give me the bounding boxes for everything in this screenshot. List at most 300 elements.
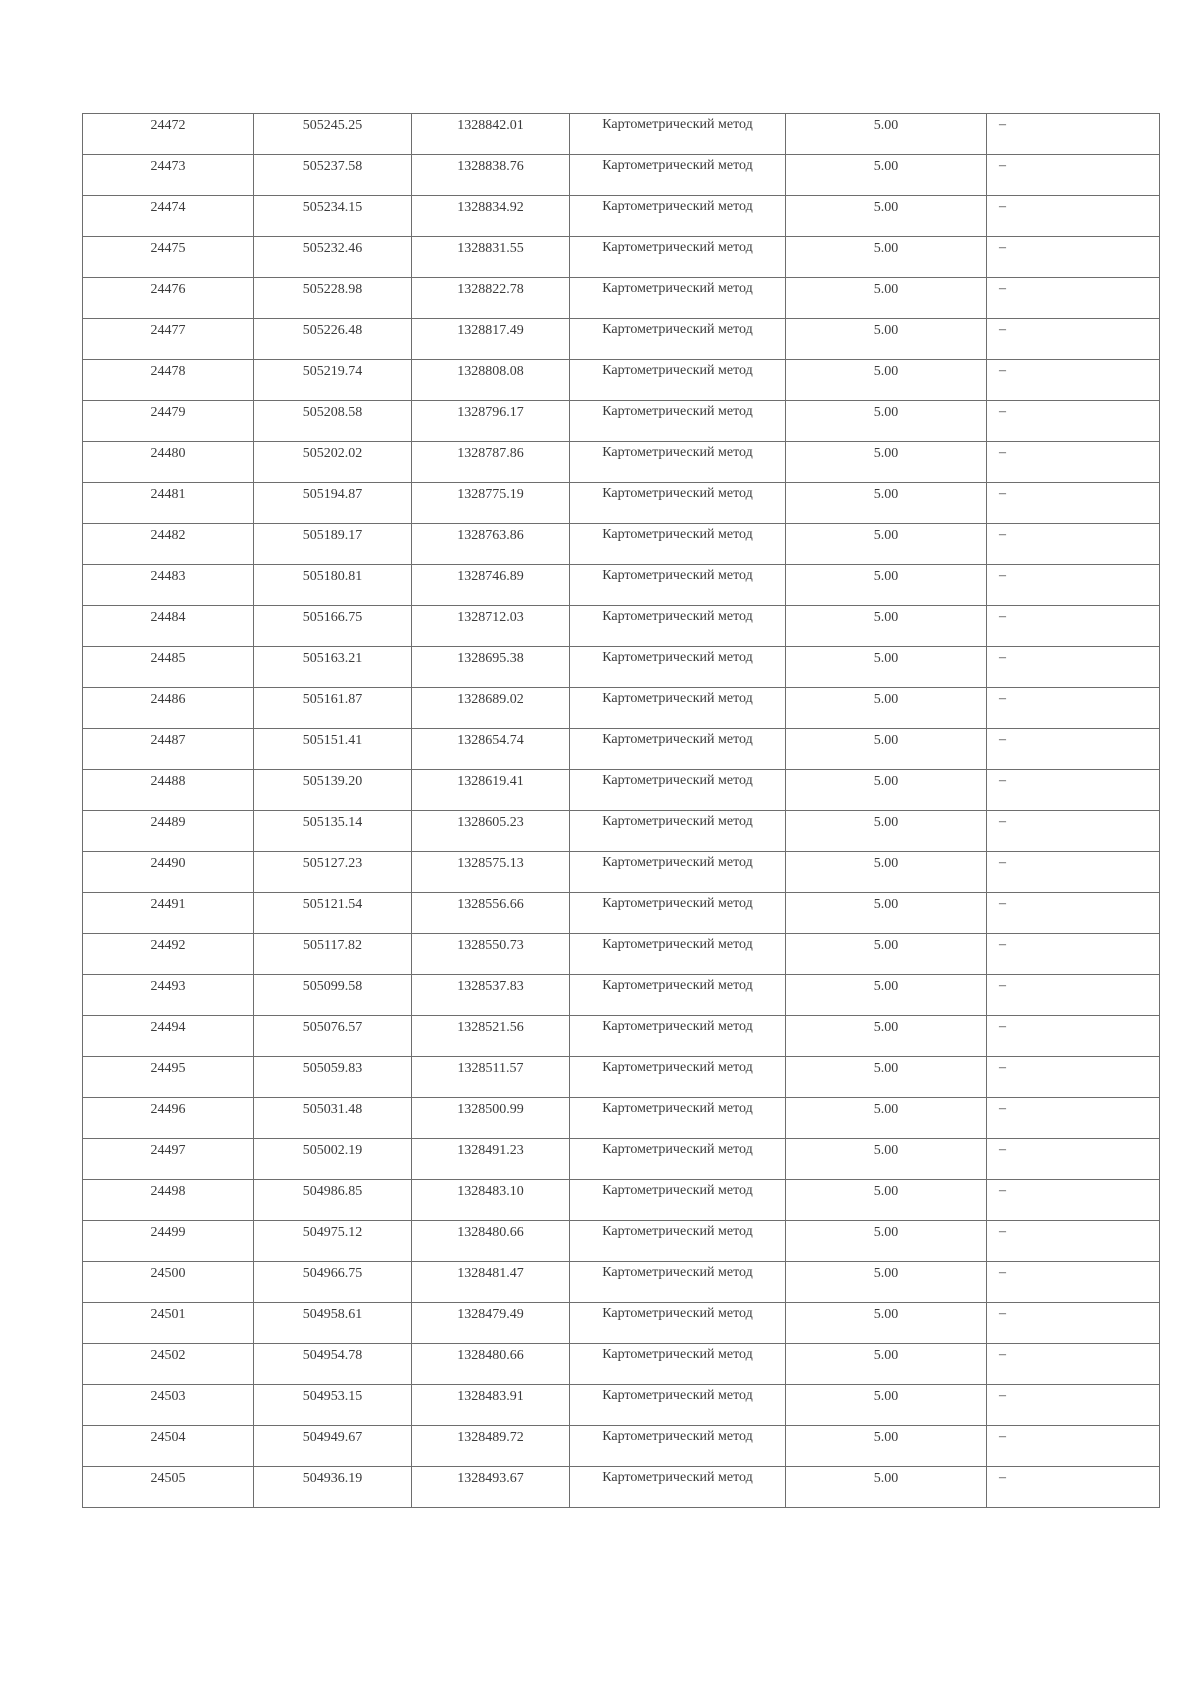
cell-method-text: Картометрический метод — [602, 814, 753, 829]
table-row — [83, 1221, 1160, 1262]
table-row — [83, 524, 1160, 565]
cell-coordinate-x-text: 504966.75 — [302, 1266, 363, 1281]
cell-accuracy-text: 5.00 — [873, 1061, 899, 1076]
cell-note-text: – — [999, 732, 1006, 747]
cell-method-text: Картометрический метод — [602, 1347, 753, 1362]
cell-coordinate-x-text: 504954.78 — [302, 1348, 363, 1363]
cell-accuracy-text: 5.00 — [873, 569, 899, 584]
cell-coordinate-y-text: 1328537.83 — [457, 979, 524, 994]
cell-coordinate-x-text: 505194.87 — [302, 487, 363, 502]
cell-coordinate-x-text: 504936.19 — [302, 1471, 363, 1486]
table-row — [83, 975, 1160, 1016]
cell-accuracy-text: 5.00 — [873, 446, 899, 461]
cell-method-text: Картометрический метод — [602, 158, 753, 173]
cell-method — [570, 442, 786, 483]
cell-coordinate-x — [254, 893, 412, 934]
cell-accuracy — [786, 811, 987, 852]
cell-point-number-text: 24492 — [150, 938, 186, 953]
cell-note — [987, 811, 1160, 852]
cell-method — [570, 647, 786, 688]
cell-accuracy-text: 5.00 — [873, 651, 899, 666]
cell-coordinate-x-text: 505163.21 — [302, 651, 363, 666]
cell-note-text: – — [999, 1306, 1006, 1321]
cell-accuracy — [786, 934, 987, 975]
cell-coordinate-x-text: 505099.58 — [302, 979, 363, 994]
cell-coordinate-x-text: 505189.17 — [302, 528, 363, 543]
cell-note — [987, 442, 1160, 483]
cell-coordinate-y-text: 1328480.66 — [457, 1225, 524, 1240]
cell-point-number-text: 24478 — [150, 364, 186, 379]
cell-coordinate-y — [412, 483, 570, 524]
cell-note-text: – — [999, 691, 1006, 706]
cell-point-number-text: 24489 — [150, 815, 186, 830]
cell-coordinate-x-text: 504958.61 — [302, 1307, 363, 1322]
cell-note-text: – — [999, 814, 1006, 829]
cell-method-text: Картометрический метод — [602, 650, 753, 665]
cell-method-text: Картометрический метод — [602, 404, 753, 419]
table-row — [83, 196, 1160, 237]
cell-coordinate-x — [254, 524, 412, 565]
cell-accuracy-text: 5.00 — [873, 1348, 899, 1363]
cell-coordinate-x — [254, 155, 412, 196]
cell-accuracy — [786, 196, 987, 237]
cell-accuracy — [786, 1098, 987, 1139]
cell-coordinate-x — [254, 934, 412, 975]
table-row — [83, 237, 1160, 278]
cell-accuracy — [786, 524, 987, 565]
table-row — [83, 114, 1160, 155]
cell-coordinate-y-text: 1328842.01 — [457, 118, 524, 133]
cell-note — [987, 770, 1160, 811]
cell-coordinate-y-text: 1328483.91 — [457, 1389, 524, 1404]
cell-accuracy-text: 5.00 — [873, 815, 899, 830]
cell-point-number — [83, 1098, 254, 1139]
cell-coordinate-y — [412, 237, 570, 278]
cell-note — [987, 688, 1160, 729]
cell-note — [987, 155, 1160, 196]
cell-accuracy-text: 5.00 — [873, 1020, 899, 1035]
cell-note — [987, 483, 1160, 524]
cell-point-number-text: 24498 — [150, 1184, 186, 1199]
cell-point-number-text: 24483 — [150, 569, 186, 584]
cell-coordinate-x — [254, 852, 412, 893]
cell-note — [987, 852, 1160, 893]
cell-method — [570, 196, 786, 237]
cell-coordinate-y — [412, 934, 570, 975]
cell-coordinate-y — [412, 893, 570, 934]
cell-method-text: Картометрический метод — [602, 1224, 753, 1239]
cell-method-text: Картометрический метод — [602, 691, 753, 706]
cell-point-number-text: 24479 — [150, 405, 186, 420]
cell-accuracy-text: 5.00 — [873, 364, 899, 379]
cell-note — [987, 237, 1160, 278]
cell-coordinate-y-text: 1328511.57 — [457, 1061, 524, 1076]
cell-note-text: – — [999, 855, 1006, 870]
cell-note — [987, 1057, 1160, 1098]
cell-method — [570, 893, 786, 934]
cell-accuracy-text: 5.00 — [873, 487, 899, 502]
cell-method-text: Картометрический метод — [602, 568, 753, 583]
cell-point-number — [83, 360, 254, 401]
cell-method — [570, 524, 786, 565]
cell-method — [570, 975, 786, 1016]
table-row — [83, 606, 1160, 647]
cell-point-number — [83, 811, 254, 852]
cell-point-number-text: 24484 — [150, 610, 186, 625]
cell-method-text: Картометрический метод — [602, 1306, 753, 1321]
cell-note — [987, 1139, 1160, 1180]
cell-accuracy-text: 5.00 — [873, 528, 899, 543]
cell-coordinate-x-text: 505228.98 — [302, 282, 363, 297]
cell-point-number-text: 24504 — [150, 1430, 186, 1445]
cell-note — [987, 1098, 1160, 1139]
cell-coordinate-x — [254, 483, 412, 524]
cell-coordinate-x-text: 505245.25 — [302, 118, 363, 133]
cell-accuracy — [786, 237, 987, 278]
cell-coordinate-y-text: 1328479.49 — [457, 1307, 524, 1322]
cell-coordinate-x-text: 505208.58 — [302, 405, 363, 420]
cell-coordinate-y — [412, 1016, 570, 1057]
cell-coordinate-x — [254, 975, 412, 1016]
cell-point-number — [83, 1426, 254, 1467]
table-row — [83, 401, 1160, 442]
cell-coordinate-x-text: 505127.23 — [302, 856, 363, 871]
cell-coordinate-x — [254, 1467, 412, 1508]
cell-coordinate-x — [254, 237, 412, 278]
cell-accuracy-text: 5.00 — [873, 1143, 899, 1158]
cell-method — [570, 811, 786, 852]
cell-accuracy-text: 5.00 — [873, 1471, 899, 1486]
cell-method — [570, 1303, 786, 1344]
cell-coordinate-y-text: 1328521.56 — [457, 1020, 524, 1035]
cell-method-text: Картометрический метод — [602, 1019, 753, 1034]
cell-coordinate-x — [254, 1016, 412, 1057]
cell-coordinate-x — [254, 1385, 412, 1426]
cell-note-text: – — [999, 568, 1006, 583]
cell-method-text: Картометрический метод — [602, 527, 753, 542]
cell-coordinate-x — [254, 401, 412, 442]
cell-accuracy — [786, 401, 987, 442]
cell-coordinate-x-text: 504975.12 — [302, 1225, 363, 1240]
cell-coordinate-x-text: 505135.14 — [302, 815, 363, 830]
cell-coordinate-y-text: 1328695.38 — [457, 651, 524, 666]
cell-accuracy — [786, 1262, 987, 1303]
cell-method-text: Картометрический метод — [602, 1142, 753, 1157]
cell-note-text: – — [999, 527, 1006, 542]
cell-method-text: Картометрический метод — [602, 1183, 753, 1198]
cell-coordinate-x — [254, 647, 412, 688]
cell-coordinate-y-text: 1328689.02 — [457, 692, 524, 707]
table-row — [83, 442, 1160, 483]
cell-coordinate-x — [254, 319, 412, 360]
cell-method-text: Картометрический метод — [602, 281, 753, 296]
cell-coordinate-y-text: 1328491.23 — [457, 1143, 524, 1158]
cell-note-text: – — [999, 1470, 1006, 1485]
cell-method-text: Картометрический метод — [602, 609, 753, 624]
cell-coordinate-y-text: 1328787.86 — [457, 446, 524, 461]
cell-point-number — [83, 1467, 254, 1508]
cell-method — [570, 155, 786, 196]
cell-accuracy-text: 5.00 — [873, 774, 899, 789]
cell-coordinate-y — [412, 606, 570, 647]
cell-point-number — [83, 1385, 254, 1426]
cell-note-text: – — [999, 322, 1006, 337]
cell-coordinate-x — [254, 1098, 412, 1139]
cell-coordinate-y-text: 1328654.74 — [457, 733, 524, 748]
cell-coordinate-x — [254, 278, 412, 319]
table-row — [83, 1057, 1160, 1098]
cell-coordinate-y-text: 1328483.10 — [457, 1184, 524, 1199]
cell-accuracy-text: 5.00 — [873, 897, 899, 912]
cell-point-number-text: 24474 — [150, 200, 186, 215]
cell-note-text: – — [999, 1183, 1006, 1198]
cell-accuracy — [786, 483, 987, 524]
table-row — [83, 1180, 1160, 1221]
cell-note — [987, 360, 1160, 401]
cell-method-text: Картометрический метод — [602, 199, 753, 214]
cell-note — [987, 524, 1160, 565]
cell-coordinate-y — [412, 1467, 570, 1508]
cell-accuracy — [786, 1467, 987, 1508]
cell-coordinate-y — [412, 1303, 570, 1344]
cell-point-number-text: 24490 — [150, 856, 186, 871]
cell-note — [987, 114, 1160, 155]
cell-accuracy — [786, 155, 987, 196]
cell-accuracy — [786, 893, 987, 934]
cell-coordinate-y-text: 1328480.66 — [457, 1348, 524, 1363]
cell-coordinate-y-text: 1328619.41 — [457, 774, 524, 789]
cell-method — [570, 729, 786, 770]
cell-coordinate-x-text: 504949.67 — [302, 1430, 363, 1445]
cell-note — [987, 401, 1160, 442]
cell-coordinate-y-text: 1328817.49 — [457, 323, 524, 338]
cell-accuracy-text: 5.00 — [873, 692, 899, 707]
table-body — [83, 114, 1160, 1508]
cell-note-text: – — [999, 404, 1006, 419]
cell-point-number-text: 24495 — [150, 1061, 186, 1076]
cell-coordinate-x-text: 505161.87 — [302, 692, 363, 707]
cell-accuracy-text: 5.00 — [873, 200, 899, 215]
cell-accuracy-text: 5.00 — [873, 282, 899, 297]
cell-point-number-text: 24503 — [150, 1389, 186, 1404]
cell-coordinate-y-text: 1328575.13 — [457, 856, 524, 871]
cell-coordinate-y-text: 1328489.72 — [457, 1430, 524, 1445]
cell-point-number — [83, 770, 254, 811]
cell-method-text: Картометрический метод — [602, 855, 753, 870]
cell-point-number — [83, 1180, 254, 1221]
cell-note-text: – — [999, 1060, 1006, 1075]
cell-note-text: – — [999, 240, 1006, 255]
cell-point-number-text: 24485 — [150, 651, 186, 666]
cell-coordinate-x-text: 505139.20 — [302, 774, 363, 789]
cell-note-text: – — [999, 650, 1006, 665]
table-row — [83, 647, 1160, 688]
cell-note — [987, 1180, 1160, 1221]
cell-method-text: Картометрический метод — [602, 1060, 753, 1075]
cell-coordinate-y — [412, 1344, 570, 1385]
cell-coordinate-x — [254, 1344, 412, 1385]
cell-note-text: – — [999, 1101, 1006, 1116]
cell-note-text: – — [999, 363, 1006, 378]
cell-point-number — [83, 237, 254, 278]
cell-method — [570, 360, 786, 401]
cell-accuracy — [786, 975, 987, 1016]
cell-point-number-text: 24475 — [150, 241, 186, 256]
cell-note-text: – — [999, 281, 1006, 296]
cell-note — [987, 278, 1160, 319]
cell-method — [570, 114, 786, 155]
cell-coordinate-y-text: 1328822.78 — [457, 282, 524, 297]
cell-point-number-text: 24501 — [150, 1307, 186, 1322]
cell-accuracy — [786, 729, 987, 770]
cell-coordinate-y-text: 1328481.47 — [457, 1266, 524, 1281]
table-row — [83, 688, 1160, 729]
cell-accuracy-text: 5.00 — [873, 733, 899, 748]
cell-point-number — [83, 114, 254, 155]
table-row — [83, 1426, 1160, 1467]
cell-note-text: – — [999, 1429, 1006, 1444]
cell-note — [987, 647, 1160, 688]
cell-note-text: – — [999, 199, 1006, 214]
cell-point-number-text: 24472 — [150, 118, 186, 133]
cell-coordinate-x — [254, 1303, 412, 1344]
cell-note — [987, 1426, 1160, 1467]
cell-method-text: Картометрический метод — [602, 732, 753, 747]
cell-point-number-text: 24481 — [150, 487, 186, 502]
cell-coordinate-y — [412, 1426, 570, 1467]
cell-point-number-text: 24476 — [150, 282, 186, 297]
cell-point-number-text: 24480 — [150, 446, 186, 461]
table-row — [83, 852, 1160, 893]
cell-point-number-text: 24486 — [150, 692, 186, 707]
cell-method-text: Картометрический метод — [602, 322, 753, 337]
cell-accuracy — [786, 278, 987, 319]
cell-point-number-text: 24487 — [150, 733, 186, 748]
cell-coordinate-y — [412, 1262, 570, 1303]
cell-accuracy — [786, 606, 987, 647]
cell-method — [570, 1098, 786, 1139]
table-row — [83, 1385, 1160, 1426]
cell-point-number — [83, 401, 254, 442]
cell-point-number-text: 24502 — [150, 1348, 186, 1363]
cell-method — [570, 1016, 786, 1057]
cell-note — [987, 319, 1160, 360]
cell-coordinate-x-text: 505180.81 — [302, 569, 363, 584]
cell-coordinate-y — [412, 278, 570, 319]
cell-accuracy-text: 5.00 — [873, 610, 899, 625]
cell-point-number — [83, 155, 254, 196]
cell-note-text: – — [999, 158, 1006, 173]
cell-note — [987, 729, 1160, 770]
cell-method — [570, 1467, 786, 1508]
cell-point-number — [83, 688, 254, 729]
cell-coordinate-y-text: 1328808.08 — [457, 364, 524, 379]
cell-note-text: – — [999, 937, 1006, 952]
cell-accuracy — [786, 770, 987, 811]
cell-coordinate-y-text: 1328763.86 — [457, 528, 524, 543]
cell-method — [570, 1262, 786, 1303]
cell-coordinate-x-text: 505237.58 — [302, 159, 363, 174]
cell-note — [987, 1385, 1160, 1426]
cell-method — [570, 606, 786, 647]
cell-accuracy-text: 5.00 — [873, 118, 899, 133]
cell-coordinate-y — [412, 401, 570, 442]
cell-accuracy-text: 5.00 — [873, 159, 899, 174]
cell-coordinate-y — [412, 565, 570, 606]
cell-note-text: – — [999, 1388, 1006, 1403]
table-row — [83, 934, 1160, 975]
cell-coordinate-y — [412, 155, 570, 196]
cell-coordinate-y — [412, 1221, 570, 1262]
cell-method — [570, 483, 786, 524]
cell-coordinate-x — [254, 770, 412, 811]
cell-coordinate-x-text: 504986.85 — [302, 1184, 363, 1199]
cell-coordinate-x — [254, 114, 412, 155]
cell-accuracy — [786, 319, 987, 360]
cell-coordinate-y-text: 1328493.67 — [457, 1471, 524, 1486]
cell-note-text: – — [999, 1019, 1006, 1034]
cell-accuracy — [786, 1016, 987, 1057]
cell-coordinate-y — [412, 1139, 570, 1180]
cell-coordinate-x — [254, 442, 412, 483]
cell-coordinate-x-text: 505117.82 — [303, 938, 362, 953]
cell-point-number — [83, 1221, 254, 1262]
cell-accuracy — [786, 1385, 987, 1426]
cell-accuracy — [786, 442, 987, 483]
cell-coordinate-x — [254, 360, 412, 401]
cell-note — [987, 1016, 1160, 1057]
cell-accuracy — [786, 852, 987, 893]
cell-method-text: Картометрический метод — [602, 445, 753, 460]
cell-accuracy — [786, 360, 987, 401]
cell-note — [987, 1467, 1160, 1508]
cell-note-text: – — [999, 609, 1006, 624]
cell-point-number — [83, 483, 254, 524]
cell-coordinate-x — [254, 1262, 412, 1303]
cell-coordinate-y — [412, 811, 570, 852]
cell-method — [570, 1385, 786, 1426]
cell-method — [570, 688, 786, 729]
cell-method — [570, 278, 786, 319]
cell-note — [987, 606, 1160, 647]
cell-coordinate-y — [412, 196, 570, 237]
cell-coordinate-x-text: 505226.48 — [302, 323, 363, 338]
cell-coordinate-y — [412, 442, 570, 483]
cell-coordinate-y — [412, 729, 570, 770]
cell-coordinate-y-text: 1328500.99 — [457, 1102, 524, 1117]
cell-point-number — [83, 278, 254, 319]
cell-coordinate-x-text: 505232.46 — [302, 241, 363, 256]
cell-point-number — [83, 647, 254, 688]
table-row — [83, 1098, 1160, 1139]
cell-point-number — [83, 565, 254, 606]
table-row — [83, 360, 1160, 401]
cell-point-number — [83, 319, 254, 360]
cell-point-number — [83, 1303, 254, 1344]
cell-accuracy — [786, 1221, 987, 1262]
cell-method — [570, 1180, 786, 1221]
cell-note-text: – — [999, 1224, 1006, 1239]
cell-point-number — [83, 1057, 254, 1098]
cell-accuracy-text: 5.00 — [873, 1389, 899, 1404]
cell-point-number — [83, 1139, 254, 1180]
cell-coordinate-y-text: 1328550.73 — [457, 938, 524, 953]
cell-coordinate-x-text: 505151.41 — [302, 733, 363, 748]
cell-point-number — [83, 934, 254, 975]
cell-accuracy-text: 5.00 — [873, 241, 899, 256]
cell-coordinate-x — [254, 1180, 412, 1221]
cell-method-text: Картометрический метод — [602, 1388, 753, 1403]
